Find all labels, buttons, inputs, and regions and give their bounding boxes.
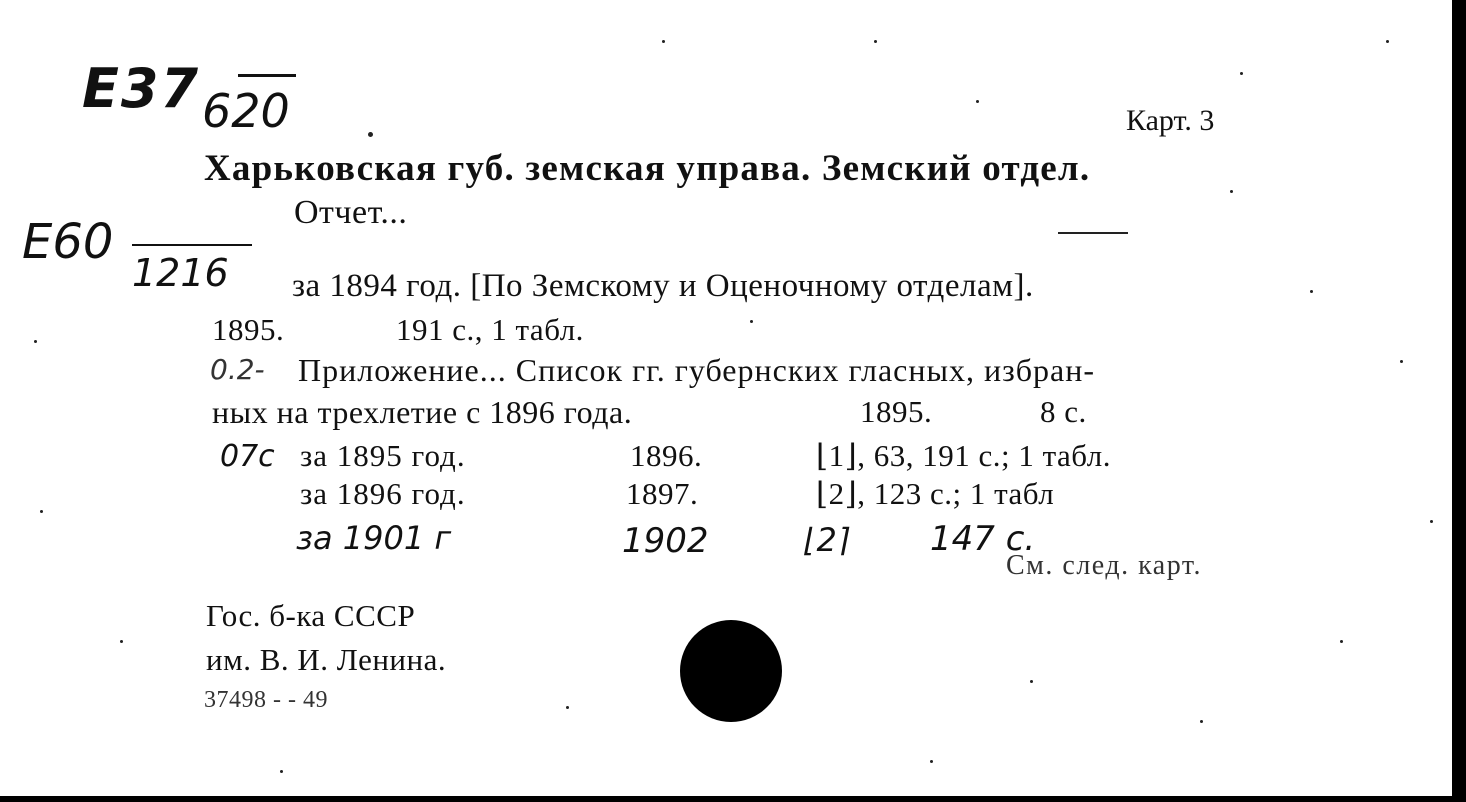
scan-speck <box>1430 520 1433 523</box>
shelf-number-main: 620 <box>202 84 290 138</box>
scan-speck <box>1030 680 1033 683</box>
scan-speck <box>40 510 43 513</box>
shelf-mark-rule <box>238 74 296 77</box>
entry-1896-label: за 1896 год. <box>300 476 466 511</box>
shelf-mark-main: E37 <box>82 57 201 120</box>
entry-1894-title: за 1894 год. [По Земскому и Оценочному отделам]. <box>292 268 1034 304</box>
scan-speck <box>1400 360 1403 363</box>
bracket-left-icon: ⌊ <box>816 438 829 473</box>
scan-speck <box>1230 190 1233 193</box>
scan-speck <box>662 40 665 43</box>
volume-number: 2 <box>816 521 837 559</box>
bracket-right-icon: ⌋ <box>844 438 858 473</box>
entry-1901-year: 1902 <box>622 521 709 561</box>
dash-rule <box>1058 232 1128 234</box>
scan-speck <box>874 40 877 43</box>
scan-speck <box>566 706 569 709</box>
scan-speck <box>368 132 373 137</box>
volume-number: 2 <box>828 476 845 511</box>
scan-speck <box>976 100 979 103</box>
card-number: Карт. 3 <box>1126 104 1215 137</box>
entry-1895-year: 1896. <box>630 438 703 473</box>
scan-speck <box>1200 720 1203 723</box>
scan-speck <box>1240 72 1243 75</box>
entry-1901-volume <box>804 521 850 559</box>
entry-1895-volume <box>816 440 1111 471</box>
print-order-number: 37498 - - 49 <box>204 687 328 713</box>
scan-speck <box>1386 40 1389 43</box>
scan-speck <box>930 760 933 763</box>
scan-speck <box>120 640 123 643</box>
library-name: Гос. б-ка СССР <box>206 598 416 633</box>
entry-1901-pages: 147 с. <box>930 519 1036 559</box>
entry-1894-year: 1895. <box>212 312 285 347</box>
punch-hole <box>680 620 782 722</box>
see-next-card: См. след. карт. <box>1006 550 1202 581</box>
entry-1895-label: за 1895 год. <box>300 438 466 473</box>
card-subheading: Отчет... <box>294 194 408 231</box>
entry-1896-year: 1897. <box>626 476 699 511</box>
appendix-mark: 0.2- <box>210 353 265 386</box>
bracket-left-icon: ⌊ <box>804 521 817 559</box>
appendix-year: 1895. <box>860 394 933 429</box>
appendix-line2: ных на трехлетие с 1896 года. <box>212 394 633 430</box>
card-heading: Харьковская губ. земская управа. Земский отдел. <box>204 148 1091 189</box>
appendix-pages: 8 с. <box>1040 394 1087 429</box>
appendix-line1: Приложение... Список гг. губернских гласных, избран- <box>298 352 1096 388</box>
scan-speck <box>34 340 37 343</box>
bracket-right-icon: ⌉ <box>836 521 850 559</box>
scan-speck <box>280 770 283 773</box>
shelf-number-second: 1216 <box>132 251 229 295</box>
entry-1894-pages: 191 с., 1 табл. <box>396 312 584 347</box>
shelf-mark-second-rule <box>132 244 252 246</box>
bracket-left-icon: ⌊ <box>816 476 829 511</box>
shelf-mark-second: E60 <box>22 214 114 270</box>
scan-speck <box>1310 290 1313 293</box>
entry-1896-volume <box>816 478 1054 509</box>
bracket-right-icon: ⌋ <box>844 476 858 511</box>
entry-1896-pages: , 123 с.; 1 табл <box>857 476 1055 511</box>
card-edge-bottom <box>0 796 1466 802</box>
scan-speck <box>750 320 753 323</box>
volume-number: 1 <box>828 438 845 473</box>
entry-1901-label: за 1901 г <box>296 519 452 557</box>
scan-speck <box>1340 640 1343 643</box>
library-full-name: им. В. И. Ленина. <box>206 642 447 677</box>
entry-1895-pages: , 63, 191 с.; 1 табл. <box>857 438 1111 473</box>
card-edge-right <box>1452 0 1466 802</box>
entry-1895-mark: 07c <box>220 439 275 474</box>
